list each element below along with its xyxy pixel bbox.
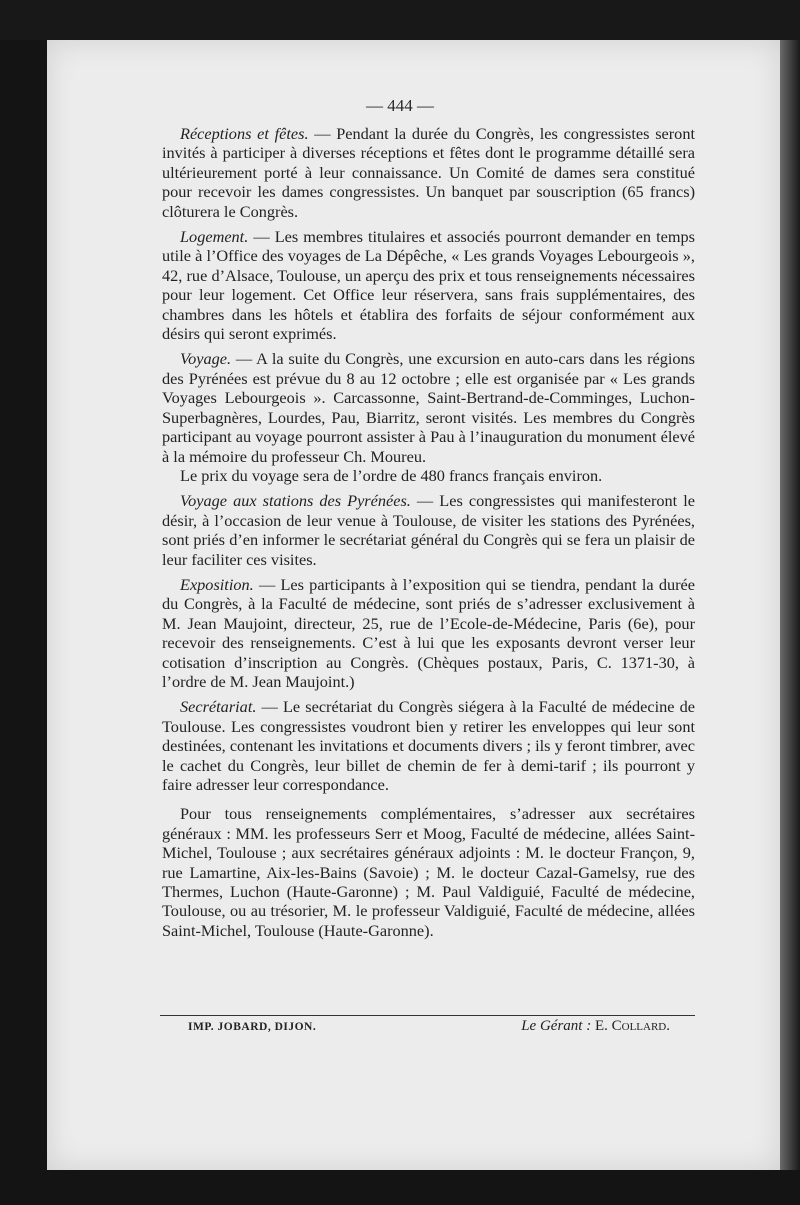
paragraph-text: Le prix du voyage sera de l’ordre de 480 francs français environ. [180, 465, 603, 485]
paragraph-text: Pour tous renseignements complémentaires, s’adresser aux secrétaires généraux : MM. les professeurs Serr et Moog, Faculté de médecine, allées Saint-Michel, Toulouse ; aux secrétaires généraux adjoints : M. le docteur Françon, 9, rue Lamartine, Aix-les-Bains (Savoie) ; M. le docteur Cazal-Gamelsy, rue des Thermes, Luchon (Haute-Garonne) ; M. Paul Valdiguié, Faculté de médecine, Toulouse, ou au trésorier, M. le professeur Valdiguié, Faculté de médecine, allées Saint-Michel, Toulouse (Haute-Garonne). [162, 804, 695, 940]
body-text [162, 124, 695, 946]
paragraph-text: — Le secrétariat du Congrès siégera à la Faculté de médecine de Toulouse. Les congressistes voudront bien y retirer les enveloppes qui leur sont destinées, contenant les invitations et documents divers ; ils y feront timbrer, avec le cachet du Congrès, leur billet de chemin de fer à demi-tarif ; ils pourront y faire adresser leur correspondance. [162, 697, 695, 794]
paragraph-text: — Les membres titulaires et associés pourront demander en temps utile à l’Office des voyages de La Dépêche, « Les grands Voyages Lebourgeois », 42, rue d’Alsace, Toulouse, un aperçu des prix et tous renseignements nécessaires pour leur logement. Cet Office leur réservera, sans frais supplémentaires, des chambres dans les hôtels et établira des forfaits de séjour conformément aux désirs qui seront exprimés. [162, 227, 695, 344]
paragraph-text: — Les participants à l’exposition qui se tiendra, pendant la durée du Congrès, à la Faculté de médecine, sont priés de s’adresser exclusivement à M. Jean Maujoint, directeur, 25, rue de l’Ecole-de-Médecine, Paris (6e), pour recevoir des renseignements. C’est à lui que les exposants devront verser leur cotisation d’inscription au Congrès. (Chèques postaux, Paris, C. 1371-30, à l’ordre de M. Jean Maujoint.) [162, 574, 695, 691]
page-edge-shadow [780, 40, 800, 1170]
paragraph-text: — Pendant la durée du Congrès, les congressistes seront invités à participer à diverses réceptions et fêtes dont le programme détaillé sera ultérieurement porté à leur connaissance. Un Comité de dames sera constitué pour recevoir les dames congressistes. Un banquet par souscription (65 francs) clôturera le Congrès. [162, 124, 695, 221]
footer-rule [160, 1015, 695, 1016]
page-number: — 444 — [366, 96, 434, 115]
paragraph-heading: Voyage aux stations des Pyrénées. [180, 491, 411, 511]
paragraph-heading: Logement. [180, 227, 249, 247]
paragraph-text: — A la suite du Congrès, une excursion en auto-cars dans les régions des Pyrénées est prévue du 8 au 12 octobre ; elle est organisée par « Les grands Voyages Lebourgeois ». Carcassonne, Saint-Bertrand-de-Comminges, Luchon-Superbagnères, Lourdes, Pau, Biarritz, seront visités. Les membres du Congrès participant au voyage pourront assister à Pau à l’inauguration du monument élevé à la mémoire du professeur Ch. Moureu. [162, 349, 695, 466]
paragraph-text: — Les congressistes qui manifesteront le désir, à l’occasion de leur venue à Toulouse, de visiter les stations des Pyrénées, sont priés d’en informer le secrétariat général du Congrès qui se fera un plaisir de leur faciliter ces visites. [162, 491, 696, 569]
paragraph-secretariat [162, 697, 695, 794]
paragraph-logement [162, 227, 695, 343]
paragraph-heading: Voyage. [180, 349, 232, 369]
paragraph-heading: Exposition. [180, 574, 254, 594]
gerant-line [460, 1018, 670, 1035]
paragraph-heading: Réceptions et fêtes. [180, 124, 309, 143]
paragraph-voyage [162, 349, 695, 465]
paragraph-receptions [162, 124, 695, 221]
paragraph-heading: Secrétariat. [180, 697, 257, 717]
gerant-name: E. Collard. [594, 1018, 670, 1034]
paragraph-stations [162, 491, 695, 569]
printer-imprint: IMP. JOBARD, DIJON. [188, 1021, 317, 1033]
paragraph-prix [162, 466, 695, 485]
scan-top-edge [0, 0, 800, 40]
gerant-label: Le Gérant : [521, 1018, 592, 1034]
paragraph-renseignements [162, 804, 695, 940]
paragraph-exposition [162, 575, 695, 691]
